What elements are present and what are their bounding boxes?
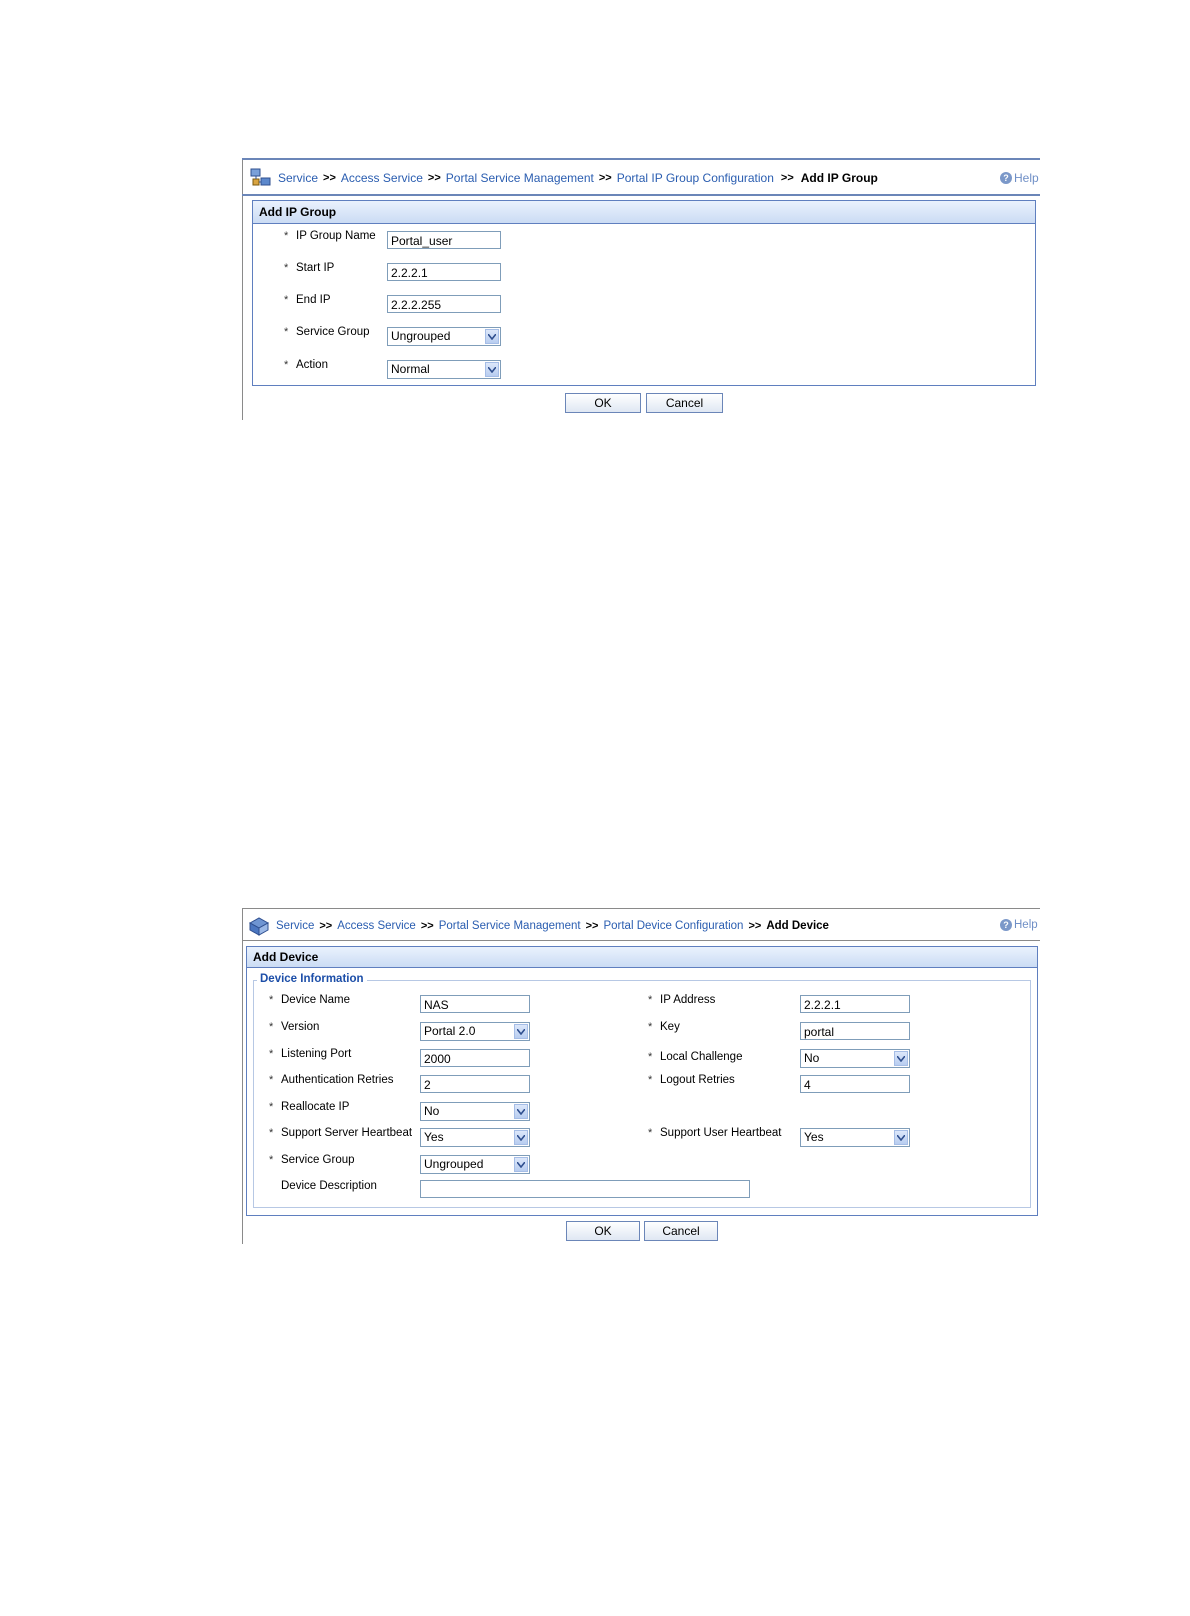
breadcrumb-separator: >> [323, 172, 336, 184]
service-group-row [269, 1154, 355, 1166]
breadcrumb-portal-service-management[interactable]: Portal Service Management [445, 171, 594, 185]
breadcrumb-separator: >> [427, 172, 441, 184]
key-row [648, 1021, 680, 1033]
help-label: Help [1014, 171, 1039, 185]
logout-retries-input[interactable]: 4 [800, 1075, 910, 1093]
breadcrumb-separator: >> [598, 172, 612, 184]
support-server-heartbeat-row [269, 1127, 412, 1139]
required-mark: * [269, 994, 274, 1006]
support-user-heartbeat-row [648, 1127, 781, 1139]
ok-button[interactable]: OK [566, 1221, 640, 1241]
breadcrumb-current: Add Device [766, 920, 829, 932]
action-select[interactable] [387, 360, 501, 379]
required-mark: * [648, 1051, 653, 1063]
add-device-panel [242, 908, 1042, 1244]
local-challenge-row [648, 1051, 742, 1063]
service-group-select[interactable] [420, 1155, 530, 1174]
chevron-down-icon[interactable] [514, 1104, 528, 1119]
required-mark: * [284, 326, 289, 338]
required-mark: * [269, 1021, 274, 1033]
end-ip-row [284, 294, 331, 306]
authentication-retries-label: Authentication Retries [281, 1074, 394, 1086]
ip-group-name-input[interactable]: Portal_user [387, 231, 501, 249]
key-label: Key [660, 1021, 680, 1033]
header-divider [242, 940, 1040, 941]
ip-group-name-row [284, 230, 376, 242]
required-mark: * [648, 994, 653, 1006]
breadcrumb-separator: >> [585, 920, 599, 932]
service-group-value: Ungrouped [391, 329, 451, 343]
device-description-row [281, 1180, 377, 1192]
breadcrumb-separator: >> [420, 920, 434, 932]
support-user-heartbeat-value: Yes [804, 1130, 824, 1144]
cancel-button[interactable]: Cancel [644, 1221, 718, 1241]
device-name-input[interactable]: NAS [420, 995, 530, 1013]
network-service-icon [248, 915, 270, 937]
service-group-row [284, 326, 370, 338]
help-link[interactable] [1000, 171, 1039, 185]
key-input[interactable]: portal [800, 1022, 910, 1040]
support-user-heartbeat-label: Support User Heartbeat [660, 1127, 782, 1139]
chevron-down-icon[interactable] [514, 1024, 528, 1039]
panel-top-border [242, 158, 1040, 160]
cancel-button[interactable]: Cancel [646, 393, 723, 413]
ip-address-row [648, 994, 715, 1006]
chevron-down-icon[interactable] [485, 362, 499, 377]
breadcrumb-service[interactable]: Service [278, 171, 319, 185]
device-description-input[interactable] [420, 1180, 750, 1198]
reallocate-ip-row [269, 1101, 349, 1113]
support-user-heartbeat-select[interactable] [800, 1128, 910, 1147]
chevron-down-icon[interactable] [894, 1130, 908, 1145]
service-group-label: Service Group [296, 326, 370, 338]
chevron-down-icon[interactable] [485, 329, 499, 344]
chevron-down-icon[interactable] [894, 1051, 908, 1066]
required-mark: * [284, 262, 289, 274]
breadcrumb-access-service[interactable]: Access Service [337, 920, 416, 932]
required-mark: * [269, 1154, 274, 1166]
local-challenge-label: Local Challenge [660, 1051, 743, 1063]
support-server-heartbeat-label: Support Server Heartbeat [281, 1127, 413, 1139]
breadcrumb-portal-ip-group-configuration[interactable]: Portal IP Group Configuration [616, 171, 774, 185]
version-value: Portal 2.0 [424, 1024, 476, 1038]
listening-port-label: Listening Port [281, 1048, 352, 1060]
breadcrumb-separator: >> [780, 172, 794, 184]
action-row [284, 359, 328, 371]
breadcrumb-separator: >> [748, 920, 762, 932]
required-mark: * [284, 294, 289, 306]
version-select[interactable] [420, 1022, 530, 1041]
device-name-row [269, 994, 350, 1006]
breadcrumb-portal-service-management[interactable]: Portal Service Management [438, 920, 581, 932]
required-mark: * [269, 1074, 274, 1086]
breadcrumb-portal-device-configuration[interactable]: Portal Device Configuration [603, 920, 744, 932]
breadcrumb-access-service[interactable]: Access Service [340, 171, 423, 185]
required-mark: * [648, 1021, 653, 1033]
version-label: Version [281, 1021, 320, 1033]
end-ip-input[interactable]: 2.2.2.255 [387, 295, 501, 313]
device-information-legend: Device Information [257, 973, 367, 985]
ip-address-input[interactable]: 2.2.2.1 [800, 995, 910, 1013]
help-icon: ? [1000, 172, 1012, 184]
listening-port-row [269, 1048, 351, 1060]
breadcrumb [248, 914, 829, 938]
add-ip-group-panel [242, 158, 1042, 420]
support-server-heartbeat-value: Yes [424, 1130, 444, 1144]
ip-group-name-label: IP Group Name [296, 230, 376, 242]
version-row [269, 1021, 319, 1033]
chevron-down-icon[interactable] [514, 1130, 528, 1145]
help-label: Help [1014, 919, 1038, 931]
required-mark: * [284, 359, 289, 371]
required-mark: * [269, 1048, 274, 1060]
ok-button[interactable]: OK [565, 393, 641, 413]
box-title: Add Device [247, 947, 1037, 968]
support-server-heartbeat-select[interactable] [420, 1128, 530, 1147]
network-service-icon [250, 167, 272, 189]
help-icon: ? [1000, 919, 1012, 931]
required-mark: * [648, 1074, 653, 1086]
header-divider [242, 194, 1040, 196]
listening-port-input[interactable]: 2000 [420, 1049, 530, 1067]
required-mark: * [284, 230, 289, 242]
panel-top-border [242, 908, 1040, 909]
ip-address-label: IP Address [660, 994, 716, 1006]
action-label: Action [296, 359, 328, 371]
reallocate-ip-value: No [424, 1104, 440, 1118]
reallocate-ip-select[interactable] [420, 1102, 530, 1121]
end-ip-label: End IP [296, 294, 331, 306]
authentication-retries-row [269, 1074, 394, 1086]
breadcrumb-separator: >> [319, 920, 333, 932]
service-group-value: Ungrouped [424, 1157, 484, 1171]
required-mark: * [269, 1101, 274, 1113]
device-description-label: Device Description [281, 1180, 377, 1192]
service-group-label: Service Group [281, 1154, 355, 1166]
chevron-down-icon[interactable] [514, 1157, 528, 1172]
action-value: Normal [391, 362, 430, 376]
start-ip-row [284, 262, 334, 274]
add-ip-group-box [252, 200, 1036, 386]
logout-retries-label: Logout Retries [660, 1074, 735, 1086]
device-name-label: Device Name [281, 994, 351, 1006]
reallocate-ip-label: Reallocate IP [281, 1101, 350, 1113]
device-information-fieldset [253, 980, 1031, 1208]
required-mark: * [648, 1127, 653, 1139]
breadcrumb-current: Add IP Group [800, 171, 878, 185]
required-mark: * [269, 1127, 274, 1139]
start-ip-input[interactable]: 2.2.2.1 [387, 263, 501, 281]
breadcrumb-service[interactable]: Service [276, 920, 315, 932]
help-link[interactable] [1000, 919, 1038, 931]
panel-left-border [242, 158, 243, 420]
local-challenge-value: No [804, 1051, 820, 1065]
start-ip-label: Start IP [296, 262, 335, 274]
service-group-select[interactable] [387, 327, 501, 346]
authentication-retries-input[interactable]: 2 [420, 1075, 530, 1093]
breadcrumb [250, 166, 878, 190]
panel-left-border [242, 908, 243, 1244]
local-challenge-select[interactable] [800, 1049, 910, 1068]
logout-retries-row [648, 1074, 735, 1086]
box-title: Add IP Group [253, 201, 1035, 224]
